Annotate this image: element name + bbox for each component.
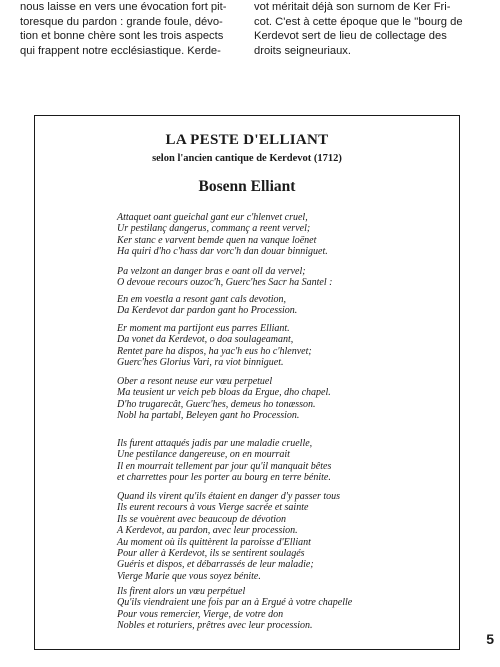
intro-column-left <box>20 0 242 58</box>
french-stanza-2 <box>117 491 457 582</box>
verse-line: Ker stanc e varvent bemde quen na vanque loënet <box>117 234 317 246</box>
verse-line: Attaquet oant gueichal gant eur c'hlenvet cruel, <box>117 212 308 223</box>
verse-line: Au moment où ils quittèrent la paroisse d'Elliant <box>117 536 311 548</box>
verse-line: Nobl ha partabl, Beleyen gant ho Procession. <box>117 410 300 422</box>
intro-line: cot. C'est à cette époque que le ''bourg de <box>254 15 463 28</box>
intro-column-right <box>254 0 476 58</box>
verse-line: et charrettes pour les porter au bourg en terre bénite. <box>117 472 331 484</box>
intro-line: droits seigneuriaux. <box>254 44 352 57</box>
verse-line: Une pestilance dangereuse, on en mourrait <box>117 449 290 461</box>
verse-line: Er moment ma partijont eus parres Elliant. <box>117 323 290 334</box>
breton-stanza-5 <box>117 376 457 422</box>
verse-line: Nobles et roturiers, prêtres avec leur procession. <box>117 620 313 632</box>
verse-line: Vierge Marie que vous soyez bénite. <box>117 570 261 582</box>
french-stanza-1 <box>117 438 457 484</box>
box-title: LA PESTE D'ELLIANT <box>165 132 329 148</box>
verse-line: Guerc'hes Glorius Vari, ra viot binniguet. <box>117 357 284 369</box>
verse-line: Ils eurent recours à vous Vierge sacrée et sainte <box>117 502 309 514</box>
verse-line: Pa velzont an danger bras e oant oll da vervel; <box>117 266 306 277</box>
intro-line: vot méritait déjà son surnom de Ker Fri- <box>254 1 451 13</box>
breton-stanza-4 <box>117 323 457 369</box>
verse-line: En em voestla a resont gant cals devotion, <box>117 294 287 305</box>
intro-line: nous laisse en vers une évocation fort pit- <box>20 1 227 13</box>
intro-line: qui frappent notre ecclésiastique. Kerde- <box>20 44 221 57</box>
verse-line: Ils furent attaqués jadis par une maladie cruelle, <box>117 438 313 449</box>
breton-stanza-2 <box>117 266 457 289</box>
verse-line: Qu'ils viendraient une fois par an à Ergué à votre chapelle <box>117 597 353 609</box>
verse-line: Pour vous remercier, Vierge, de votre don <box>117 608 284 620</box>
verse-line: Pour aller à Kerdevot, ils se sentirent soulagés <box>117 548 305 560</box>
french-stanza-3 <box>117 586 457 632</box>
verse-line: D'ho trugarecât, Guerc'hes, demeus ho tonæsson. <box>117 398 316 410</box>
page-number: 5 <box>486 631 494 647</box>
verse-line: Ober a resont neuse eur vœu perpetuel <box>117 376 273 387</box>
verse-line: Da Kerdevot dar pardon gant ho Procession. <box>117 305 298 317</box>
verse-line: A Kerdevot, au pardon, avec leur procession. <box>117 525 298 537</box>
breton-stanza-3 <box>117 294 457 317</box>
verse-line: Ha quiri d'ho c'hass dar vorc'h dan douar binniguet. <box>117 246 328 258</box>
intro-line: Kerdevot sert de lieu de collectage des <box>254 30 447 43</box>
verse-line: Ur pestilanç dangerus, commanç a reent vervel; <box>117 223 311 235</box>
verse-line: Guéris et dispos, et débarrassés de leur maladie; <box>117 559 314 571</box>
verse-line: Ils firent alors un vœu perpétuel <box>117 586 246 597</box>
verse-line: O devoue recours ouzoc'h, Guerc'hes Sacr ha Santel : <box>117 277 333 289</box>
verse-line: Quand ils virent qu'ils étaient en danger d'y passer tous <box>117 491 341 502</box>
verse-line: Il en mourrait tellement par jour qu'il manquait bêtes <box>117 460 332 472</box>
verse-line: Da vonet da Kerdevot, o doa soulageamant, <box>117 334 294 346</box>
poem-heading: Bosenn Elliant <box>198 178 296 195</box>
cantique-box <box>34 115 460 650</box>
intro-line: tion et bonne chère sont les trois aspects <box>20 30 224 43</box>
verse-line: Ma teusient ur veich peb bloas da Ergue, dho chapel. <box>117 387 331 399</box>
breton-stanza-1 <box>117 212 457 258</box>
intro-text <box>20 0 476 58</box>
box-subtitle: selon l'ancien cantique de Kerdevot (1712) <box>152 153 342 164</box>
intro-line: toresque du pardon : grande foule, dévo- <box>20 15 223 28</box>
verse-line: Ils se vouèrent avec beaucoup de dévotion <box>117 513 287 525</box>
verse-line: Rentet pare ha dispos, ha yac'h eus ho c'hlenvet; <box>117 345 312 357</box>
